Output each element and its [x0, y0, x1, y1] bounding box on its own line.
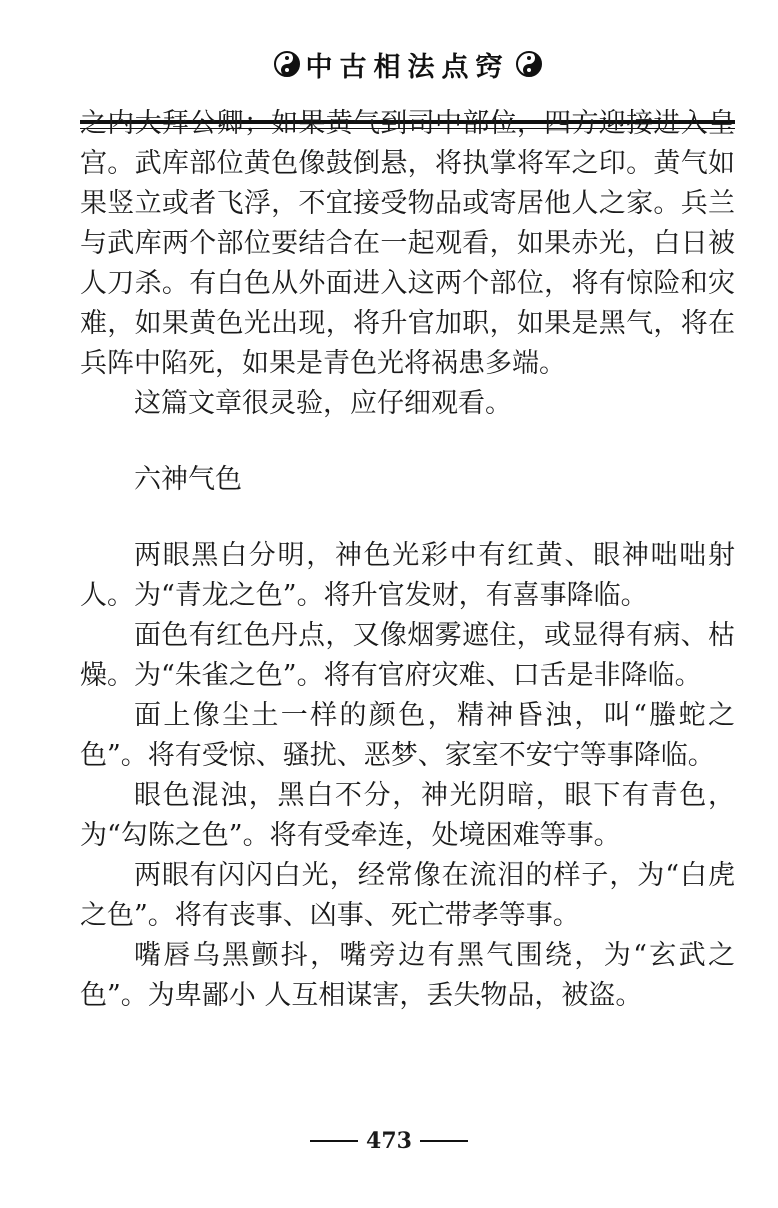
page-header [80, 40, 735, 92]
footer-dash-left [310, 1140, 358, 1142]
paragraph: 眼色混浊，黑白不分，神光阴暗，眼下有青色，为“勾陈之色”。将有受牵连，处境困难等事。 [80, 780, 735, 851]
section-heading: 六神气色 [134, 464, 242, 495]
taiji-icon [274, 51, 300, 77]
paragraph: 两眼有闪闪白光，经常像在流泪的样子，为“白虎之色”。将有丧事、凶事、死亡带孝等事。 [80, 860, 735, 931]
page-footer [0, 1128, 778, 1154]
paragraph: 面色有红色丹点，又像烟雾遮住，或显得有病、枯燥。为“朱雀之色”。将有官府灾难、口舌是非降临。 [80, 620, 735, 691]
page-number: 473 [366, 1128, 412, 1154]
paragraph: 嘴唇乌黑颤抖，嘴旁边有黑气围绕，为“玄武之色”。为卑鄙小 人互相谋害，丢失物品，被盗。 [80, 940, 735, 1011]
paragraph: 之内大拜公卿；如果黄气到司中部位，四方迎接进入皇宫。武库部位黄色像鼓倒悬，将执掌将军之印。黄气如果竖立或者飞浮，不宜接受物品或寄居他人之家。兵兰与武库两个部位要结合在一起观看，如果赤光，白日被人刀杀。有白色从外面进入这两个部位，将有惊险和灾难，如果黄色光出现，将升官加职，如果是黑气，将在兵阵中陷死，如果是青色光将祸患多端。 [80, 108, 735, 379]
footer-dash-right [420, 1140, 468, 1142]
paragraph: 面上像尘土一样的颜色，精神昏浊，叫“螣蛇之色”。将有受惊、骚扰、恶梦、家室不安宁等事降临。 [80, 700, 735, 771]
page-body [80, 104, 735, 1016]
taiji-icon [516, 51, 542, 77]
running-title: 中古相法点窍 [305, 51, 510, 83]
paragraph: 两眼黑白分明，神色光彩中有红黄、眼神咄咄射人。为“青龙之色”。将升官发财，有喜事降临。 [80, 540, 735, 611]
header-title-row [80, 40, 735, 88]
paragraph: 这篇文章很灵验，应仔细观看。 [134, 388, 512, 419]
